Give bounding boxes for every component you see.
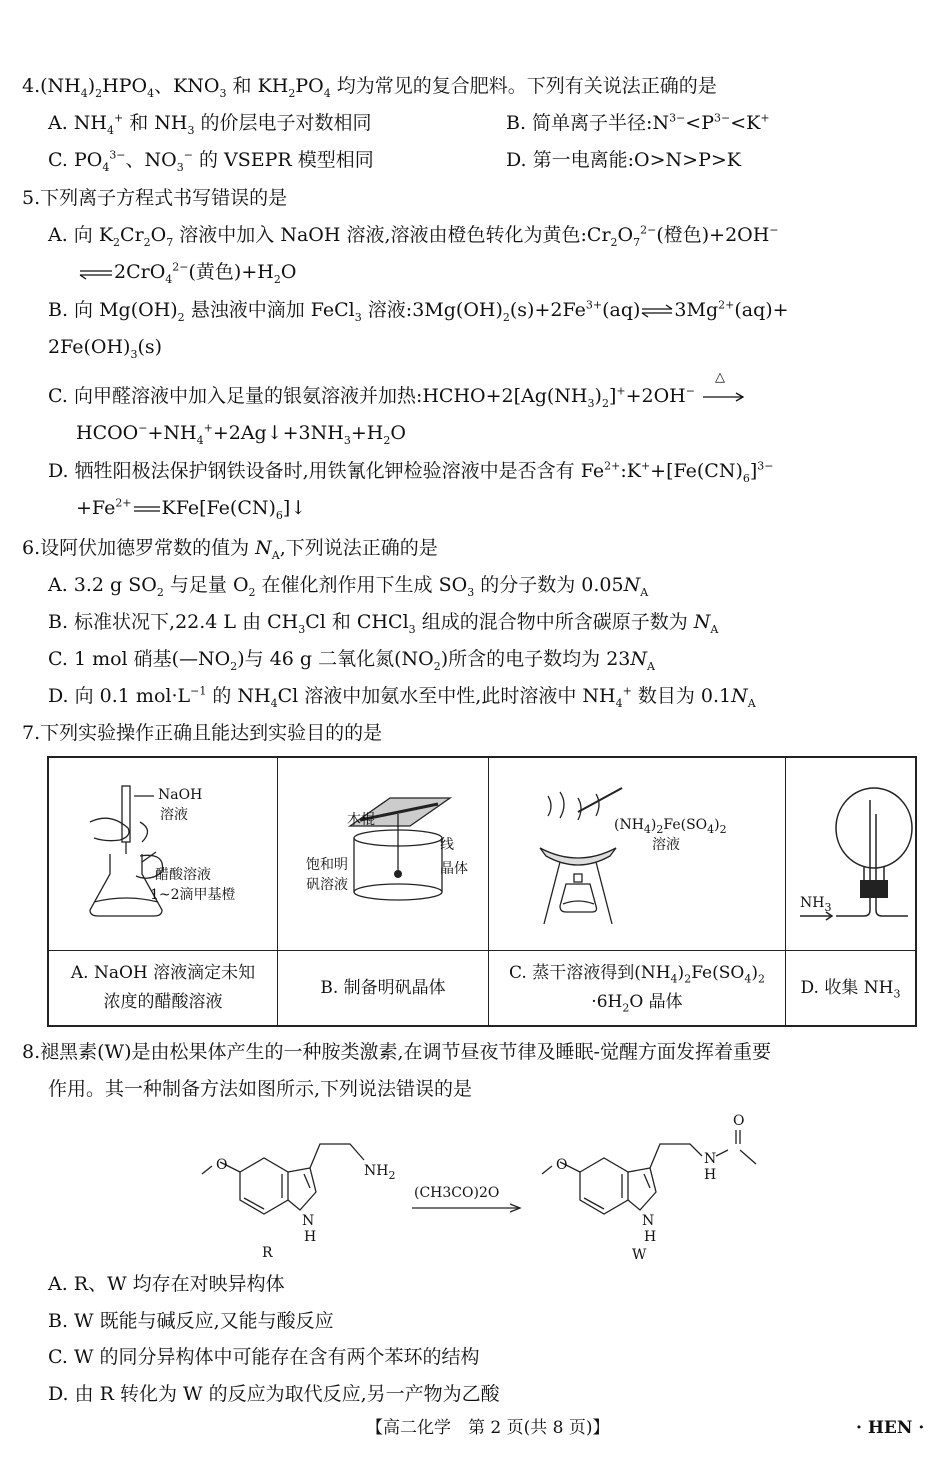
fig-b-label-crystal: 晶体 — [440, 861, 468, 877]
q4-option-d: D. 第一电离能:O>N>P>K — [506, 149, 741, 171]
fig-a-label-naoh: NaOH — [158, 787, 203, 803]
q6-option-c: C. 1 mol 硝基$(—NO_2)$与 46 g 二氧化氮$(NO_2)$所含的电子数均为 $23N_A$ — [48, 648, 655, 673]
fig-a-label-solution: 溶液 — [160, 807, 188, 823]
q6-option-a: A. 3.2 g $SO_2$ 与足量 $O_2$ 在催化剂作用下生成 $SO_3$ 的分子数为 $0.05N_A$ — [48, 574, 649, 599]
w-label: W — [632, 1247, 647, 1263]
q4-option-b: B. 简单离子半径$:N^{3-}<P^{3-}<K^+$ — [506, 111, 770, 134]
r-amine-label: $NH_2$ — [364, 1163, 396, 1182]
w-methoxy-o: O — [556, 1157, 568, 1173]
equals-arrow-icon — [132, 503, 162, 515]
q7-stem: 7.下列实验操作正确且能达到实验目的的是 — [22, 722, 383, 744]
q5-option-b-line1: B. 向 $Mg(OH)_2$ 悬浊液中滴加 FeCl$_3$ 溶液$:3Mg(OH)_2(s)+2Fe^{3+}(aq)$ $3Mg^{2+}(aq)+$ — [48, 298, 789, 324]
q4-stem: $4.(NH_4)_2HPO_4$、$KNO_3$ 和 $KH_2PO_4$ 均为常见的复合肥料。下列有关说法正确的是 — [22, 75, 717, 100]
fig-c-label-solution: 溶液 — [652, 837, 680, 853]
caption-b: B. 制备明矾晶体 — [278, 951, 489, 1027]
q5-option-c-line1: C. 向甲醛溶液中加入足量的银氨溶液并加热$:HCHO+2[Ag(NH_3)_2]^++2OH^-$ △ — [48, 384, 745, 409]
page-footer-title: 【高二化学 第 2 页(共 8 页)】 — [366, 1418, 610, 1438]
q6-option-d: D. 向 0.1 $mol\cdot L^{-1}$ 的 $NH_4Cl$ 溶液中加氨水至中性,此时溶液中 $NH_4^+$ 数目为 $0.1N_A$ — [48, 684, 756, 710]
q5-option-a-line1: A. 向 $K_2Cr_2O_7$ 溶液中加入 NaOH 溶液,溶液由橙色转化为黄色$:Cr_2O_7^{2-}$(橙色)+2OH− — [48, 223, 779, 249]
r-methoxy-o: O — [216, 1157, 228, 1173]
q4-option-c: C. $PO_4^{3-}$、$NO_3^-$ 的 VSEPR 模型相同 — [48, 148, 374, 174]
fig-b-label-alum2: 矾溶液 — [306, 877, 348, 893]
caption-c: C. 蒸干溶液得到$(NH_4)_2Fe(SO_4)_2$ $\cdot 6H_2O$ 晶体 — [489, 951, 786, 1027]
q5-option-b-line2: $2Fe(OH)_3(s)$ — [48, 336, 163, 361]
q5-option-c-line2: $HCOO^-+NH_4^++2Ag↓+3NH_3+H_2O$ — [76, 421, 406, 447]
q5-option-d-line1: D. 牺牲阳极法保护钢铁设备时,用铁氰化钾检验溶液中是否含有 $Fe^{2+}:K^++[Fe(CN)_6]^{3-}$ — [48, 459, 774, 485]
w-carbonyl-o: O — [733, 1113, 745, 1129]
w-amide-n: N — [704, 1151, 717, 1167]
fig-a-label-acetic: 醋酸溶液 — [155, 867, 211, 883]
evaporation-figure — [530, 786, 660, 931]
r-label: R — [262, 1245, 273, 1261]
q5-stem: 5.下列离子方程式书写错误的是 — [22, 187, 288, 209]
equilibrium-arrow-icon — [78, 266, 114, 280]
q8-option-d: D. 由 R 转化为 W 的反应为取代反应,另一产物为乙酸 — [48, 1383, 500, 1405]
q8-option-b: B. W 既能与碱反应,又能与酸反应 — [48, 1310, 334, 1332]
fig-b-label-stick: 木棍 — [347, 812, 375, 828]
q8-stem-line2: 作用。其一种制备方法如图所示,下列说法错误的是 — [48, 1078, 473, 1100]
fig-a-label-indicator: 1~2滴甲基橙 — [150, 887, 236, 903]
r-h-label: H — [304, 1229, 317, 1245]
q8-option-a: A. R、W 均存在对映异构体 — [48, 1273, 285, 1295]
w-amide-h: H — [704, 1167, 717, 1183]
reaction-arrow-icon — [701, 391, 745, 403]
page-footer-code: · HEN · — [856, 1418, 925, 1438]
equilibrium-arrow-icon — [640, 304, 674, 318]
q8-option-c: C. W 的同分异构体中可能存在含有两个苯环的结构 — [48, 1346, 480, 1368]
fig-b-label-thread: 线 — [440, 837, 454, 853]
q5-option-a-line2: 2CrO$_4^{2-}$(黄色)$+H_2O$ — [78, 260, 296, 285]
fig-c-label-salt: $(NH_4)_2Fe(SO_4)_2$ — [614, 817, 727, 836]
fig-b-label-alum1: 饱和明 — [306, 857, 348, 873]
caption-d: D. 收集 $NH_3$ — [786, 951, 917, 1027]
q5-option-d-line2: $+Fe^{2+}$ $KFe[Fe(CN)_6]↓$ — [76, 496, 307, 522]
q6-stem: 6.设阿伏加德罗常数的值为 $N_A$,下列说法正确的是 — [22, 537, 438, 562]
fig-d-label-nh3: $NH_3$ — [800, 895, 832, 914]
r-n-label: N — [302, 1213, 315, 1229]
q6-option-b: B. 标准状况下,22.4 L 由 $CH_3Cl$ 和 CHCl$_3$ 组成的混合物中所含碳原子数为 $N_A$ — [48, 611, 719, 636]
q8-stem-line1: 8.褪黑素(W)是由松果体产生的一种胺类激素,在调节昼夜节律及睡眠-觉醒方面发挥着重要 — [22, 1041, 771, 1063]
reagent-label: (CH3CO)2O — [414, 1185, 500, 1201]
heat-symbol: △ — [715, 370, 725, 385]
w-n-label: N — [642, 1213, 655, 1229]
w-h-label: H — [644, 1229, 657, 1245]
q4-option-a: A. $NH_4^+$ 和 $NH_3$ 的价层电子对数相同 — [48, 111, 372, 137]
titration-apparatus-figure — [70, 782, 270, 932]
caption-a: A. NaOH 溶液滴定未知 浓度的醋酸溶液 — [48, 951, 278, 1027]
